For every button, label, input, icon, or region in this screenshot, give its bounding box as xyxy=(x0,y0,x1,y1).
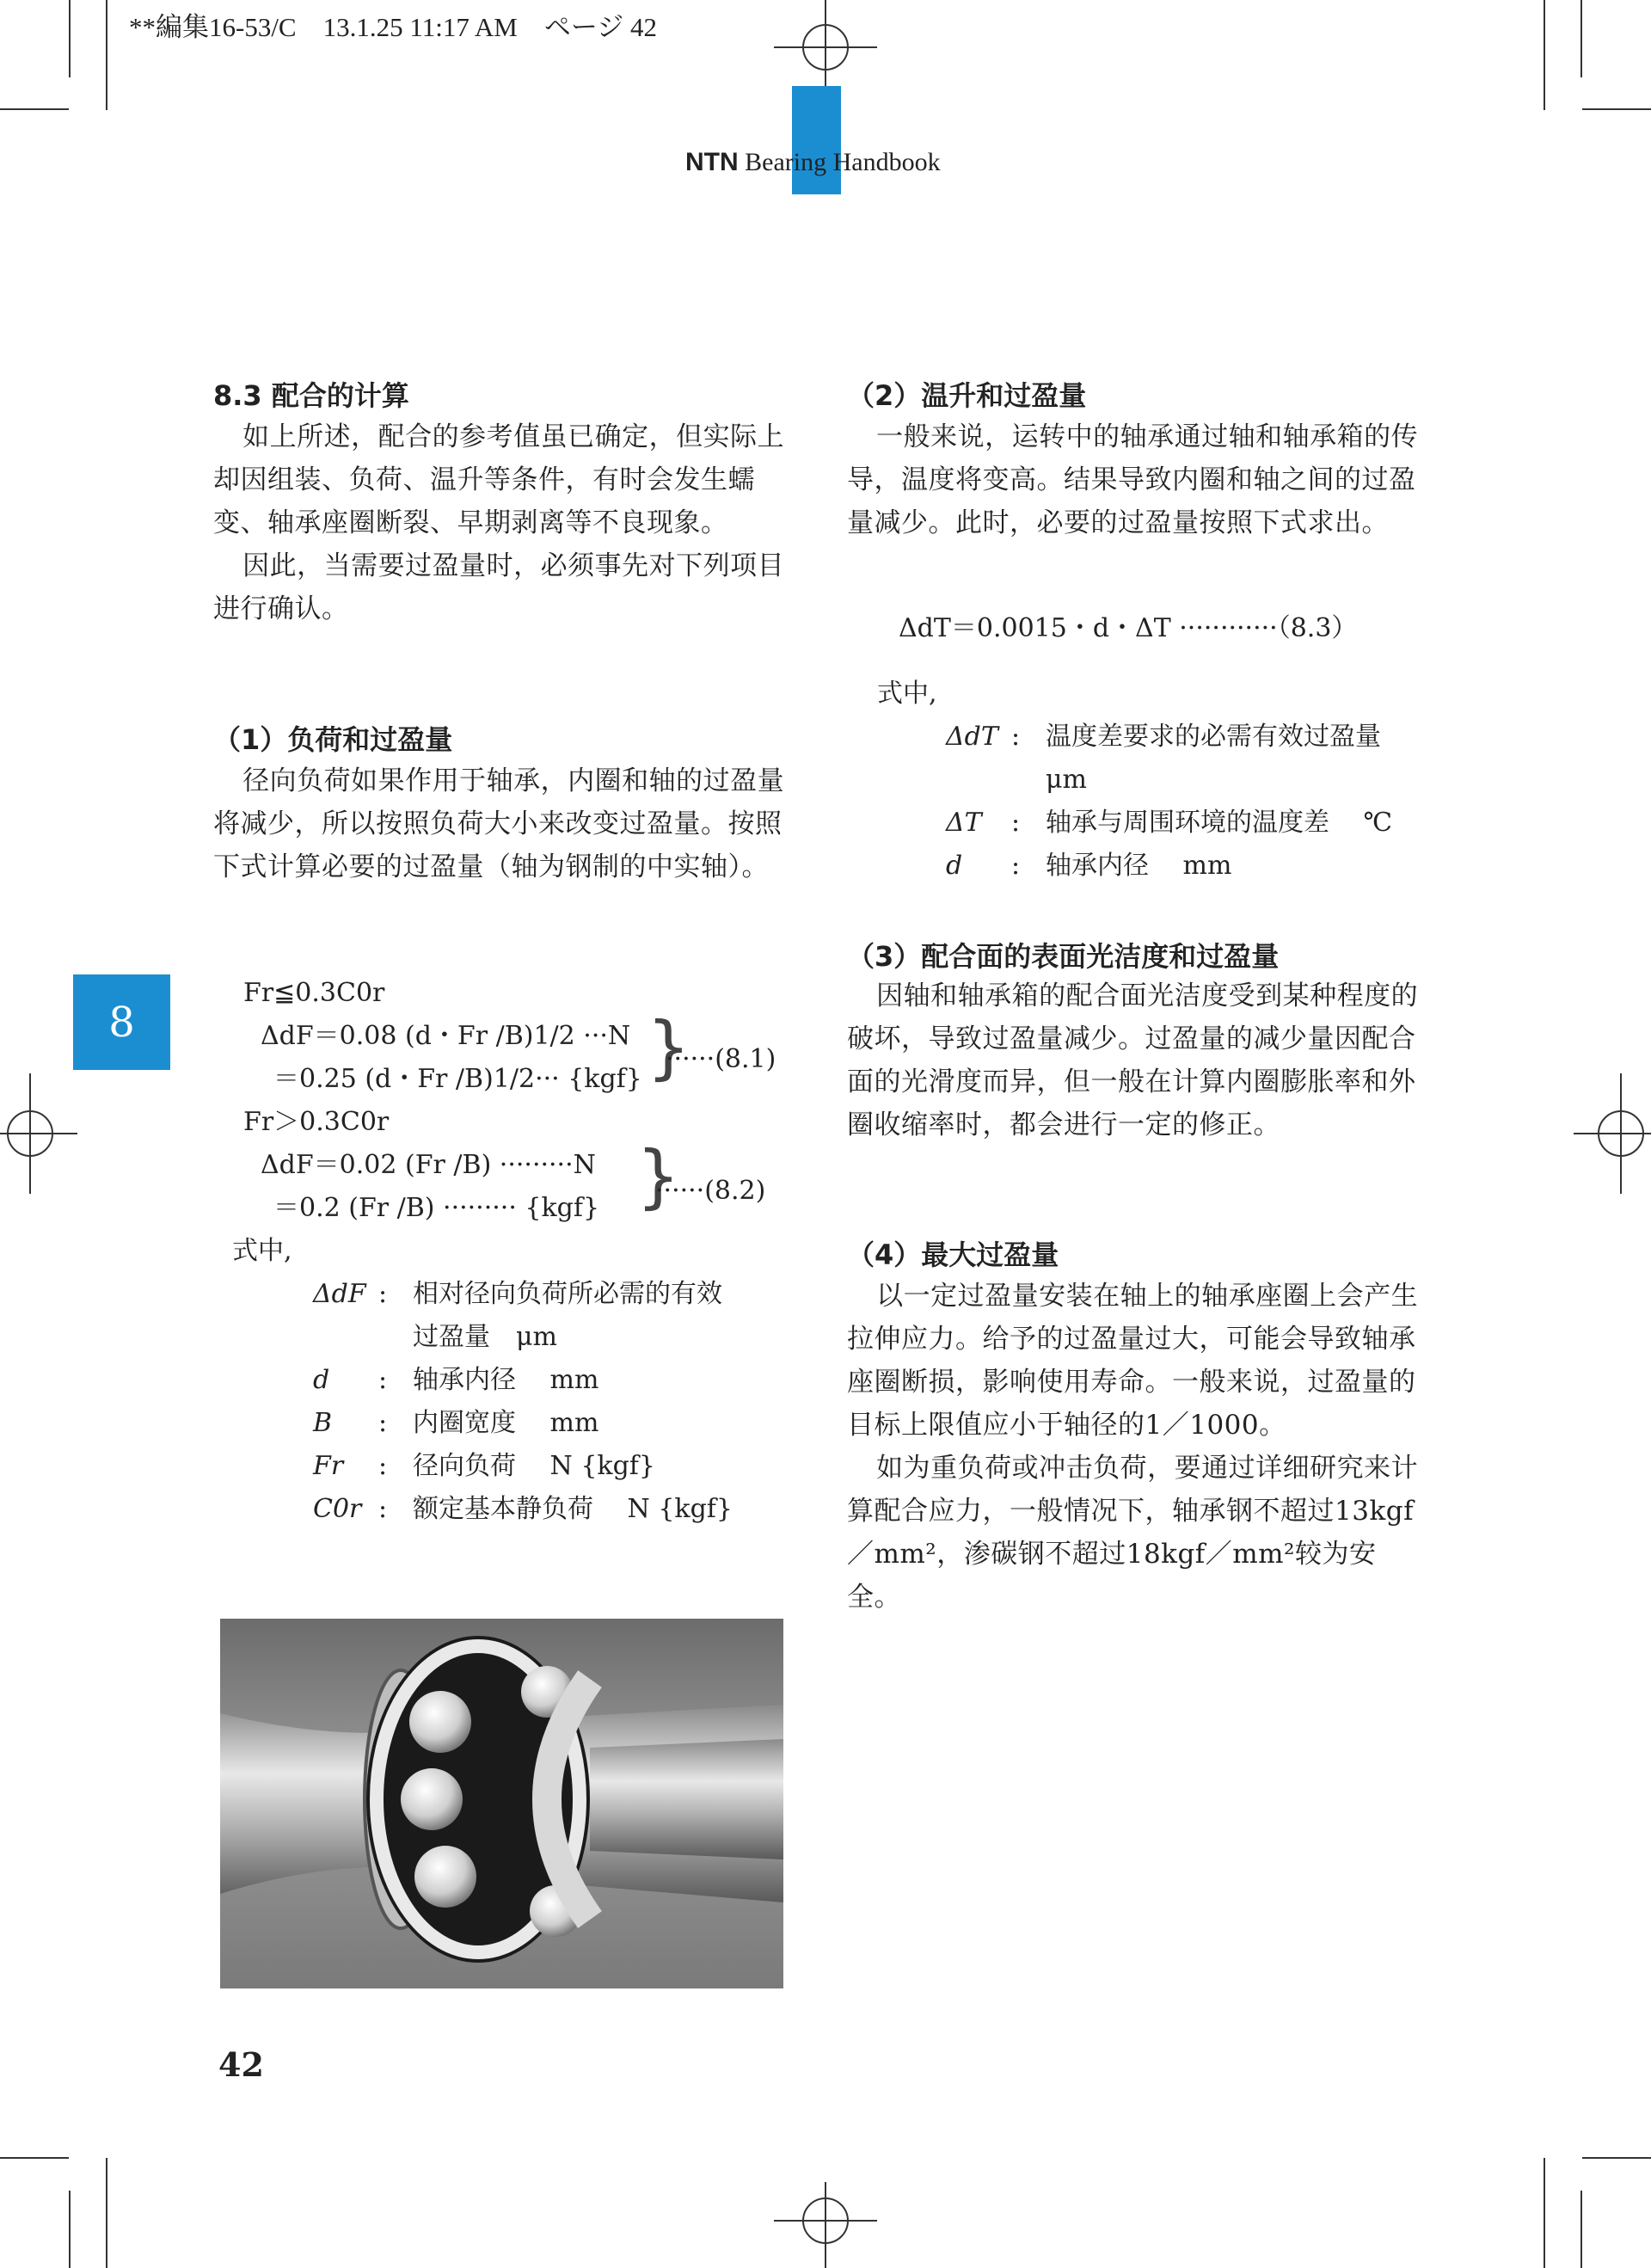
chapter-tab: 8 xyxy=(73,974,170,1070)
symbol: ΔdF xyxy=(313,1279,366,1309)
formula-8-2-line-b: ＝0.2 (Fr /B) ········· {kgf} xyxy=(273,1193,600,1223)
symbol: ΔT xyxy=(946,808,982,838)
crop-mark xyxy=(69,2191,71,2268)
definition-row: d : 轴承内径 mm xyxy=(946,845,1445,888)
definition-list-1 xyxy=(313,1273,795,1531)
crop-mark xyxy=(1544,0,1545,110)
subsection-1-title: （1）负荷和过盈量 xyxy=(213,723,453,756)
paragraph: 以一定过盈量安装在轴上的轴承座圈上会产生拉伸应力。给予的过盈量过大，可能会导致轴承座圈断损，影响使用寿命。一般来说，过盈量的目标上限值应小于轴径的1／1000。 xyxy=(847,1281,1419,1441)
symbol: Fr xyxy=(313,1451,344,1481)
crop-mark xyxy=(1580,2191,1582,2268)
header-accent-bar xyxy=(792,86,841,194)
definition: 轴承与周围环境的温度差 ℃ xyxy=(1046,808,1393,838)
crop-mark xyxy=(0,108,69,110)
formula-condition-1: Fr≦0.3C0r xyxy=(243,978,385,1008)
definition-row: C0r : 额定基本静负荷 N {kgf} xyxy=(313,1488,795,1531)
header-brand: NTN xyxy=(685,148,739,176)
registration-mark-bottom xyxy=(740,2182,911,2268)
crop-mark xyxy=(0,2157,69,2159)
crop-mark xyxy=(1544,2158,1545,2268)
formula-8-2-line-a: ΔdF＝0.02 (Fr /B) ·········N xyxy=(261,1150,596,1180)
bearing-photo xyxy=(220,1619,783,1988)
definition: 相对径向负荷所必需的有效 xyxy=(413,1279,722,1309)
definition: μm xyxy=(1046,765,1087,795)
definition-row: ΔdF : 相对径向负荷所必需的有效 xyxy=(313,1273,795,1316)
crop-mark xyxy=(106,2158,107,2268)
crop-mark xyxy=(69,0,71,77)
running-header xyxy=(685,148,941,177)
subsection-4-title: （4）最大过盈量 xyxy=(847,1238,1059,1271)
paragraph: 如上所述，配合的参考值虽已确定，但实际上却因组装、负荷、温升等条件，有时会发生蠕变、轴承座圈断裂、早期剥离等不良现象。 xyxy=(213,421,785,538)
header-title: Bearing Handbook xyxy=(745,148,941,176)
section-title: 8.3 配合的计算 xyxy=(213,379,409,412)
registration-mark-right xyxy=(1574,1048,1651,1220)
where-label: 式中, xyxy=(877,679,937,709)
crop-mark xyxy=(1582,108,1651,110)
formula-8-1-line-b: ＝0.25 (d・Fr /B)1/2··· {kgf} xyxy=(273,1064,642,1094)
subsection-3-title: （3）配合面的表面光洁度和过盈量 xyxy=(847,940,1280,973)
symbol xyxy=(946,759,1011,802)
symbol: C0r xyxy=(313,1494,362,1524)
paragraph: 一般来说，运转中的轴承通过轴和轴承箱的传导，温度将变高。结果导致内圈和轴之间的过盈量减少。此时，必要的过盈量按照下式求出。 xyxy=(847,421,1419,538)
registration-mark-top xyxy=(740,0,911,86)
subsection-2-title: （2）温升和过盈量 xyxy=(847,379,1087,412)
definition-row: ΔT : 轴承与周围环境的温度差 ℃ xyxy=(946,802,1445,845)
definition: 轴承内径 mm xyxy=(1046,851,1232,881)
paragraph: 因此，当需要过盈量时，必须事先对下列项目进行确认。 xyxy=(213,550,785,624)
section-body xyxy=(213,415,791,630)
brace: } xyxy=(636,1136,680,1216)
definition-row: ΔdT : 温度差要求的必需有效过盈量 xyxy=(946,716,1445,759)
definition-row xyxy=(946,759,1445,802)
definition-list-2 xyxy=(946,716,1445,888)
print-slug: **編集16-53/C 13.1.25 11:17 AM ページ 42 xyxy=(129,12,657,42)
formula-8-2-number: ······(8.2) xyxy=(655,1176,766,1206)
brace: } xyxy=(647,1007,690,1087)
definition-row xyxy=(313,1316,795,1359)
formula-condition-2: Fr＞0.3C0r xyxy=(243,1107,390,1137)
definition: 温度差要求的必需有效过盈量 xyxy=(1046,722,1381,752)
formula-8-3: ΔdT＝0.0015・d・ΔT ············（8.3） xyxy=(899,613,1358,643)
definition: 内圈宽度 mm xyxy=(413,1408,599,1438)
where-label: 式中, xyxy=(232,1236,292,1266)
paragraph: 径向负荷如果作用于轴承，内圈和轴的过盈量将减少，所以按照负荷大小来改变过盈量。按照下式计算必要的过盈量（轴为钢制的中实轴）。 xyxy=(213,765,785,882)
definition: 径向负荷 N {kgf} xyxy=(413,1451,655,1481)
paragraph: 如为重负荷或冲击负荷，要通过详细研究来计算配合应力，一般情况下，轴承钢不超过13kgf／mm²，渗碳钢不超过18kgf／mm²较为安全。 xyxy=(847,1453,1419,1613)
subsection-4-body xyxy=(847,1275,1425,1619)
symbol: B xyxy=(313,1408,333,1438)
registration-mark-left xyxy=(0,1048,77,1220)
definition-row: B : 内圈宽度 mm xyxy=(313,1402,795,1445)
subsection-3-body xyxy=(847,974,1425,1146)
symbol: d xyxy=(946,851,963,881)
definition: 轴承内径 mm xyxy=(413,1365,599,1395)
subsection-1-body xyxy=(213,759,791,888)
crop-mark xyxy=(1582,2157,1651,2159)
page-number: 42 xyxy=(218,2045,264,2084)
crop-mark xyxy=(106,0,107,110)
definition-row: Fr : 径向负荷 N {kgf} xyxy=(313,1445,795,1488)
crop-mark xyxy=(1580,0,1582,77)
subsection-2-body xyxy=(847,415,1425,544)
formula-8-1-number: ······(8.1) xyxy=(666,1044,776,1074)
paragraph: 因轴和轴承箱的配合面光洁度受到某种程度的破坏，导致过盈量减少。过盈量的减少量因配合面的光滑度而异，但一般在计算内圈膨胀率和外圈收缩率时，都会进行一定的修正。 xyxy=(847,980,1419,1140)
definition-row: d : 轴承内径 mm xyxy=(313,1359,795,1402)
symbol: ΔdT xyxy=(946,722,998,752)
symbol: d xyxy=(313,1365,330,1395)
definition: 过盈量 μm xyxy=(413,1322,557,1352)
symbol xyxy=(313,1316,378,1359)
definition: 额定基本静负荷 N {kgf} xyxy=(413,1494,733,1524)
formula-8-1-line-a: ΔdF＝0.08 (d・Fr /B)1/2 ···N xyxy=(261,1021,631,1051)
